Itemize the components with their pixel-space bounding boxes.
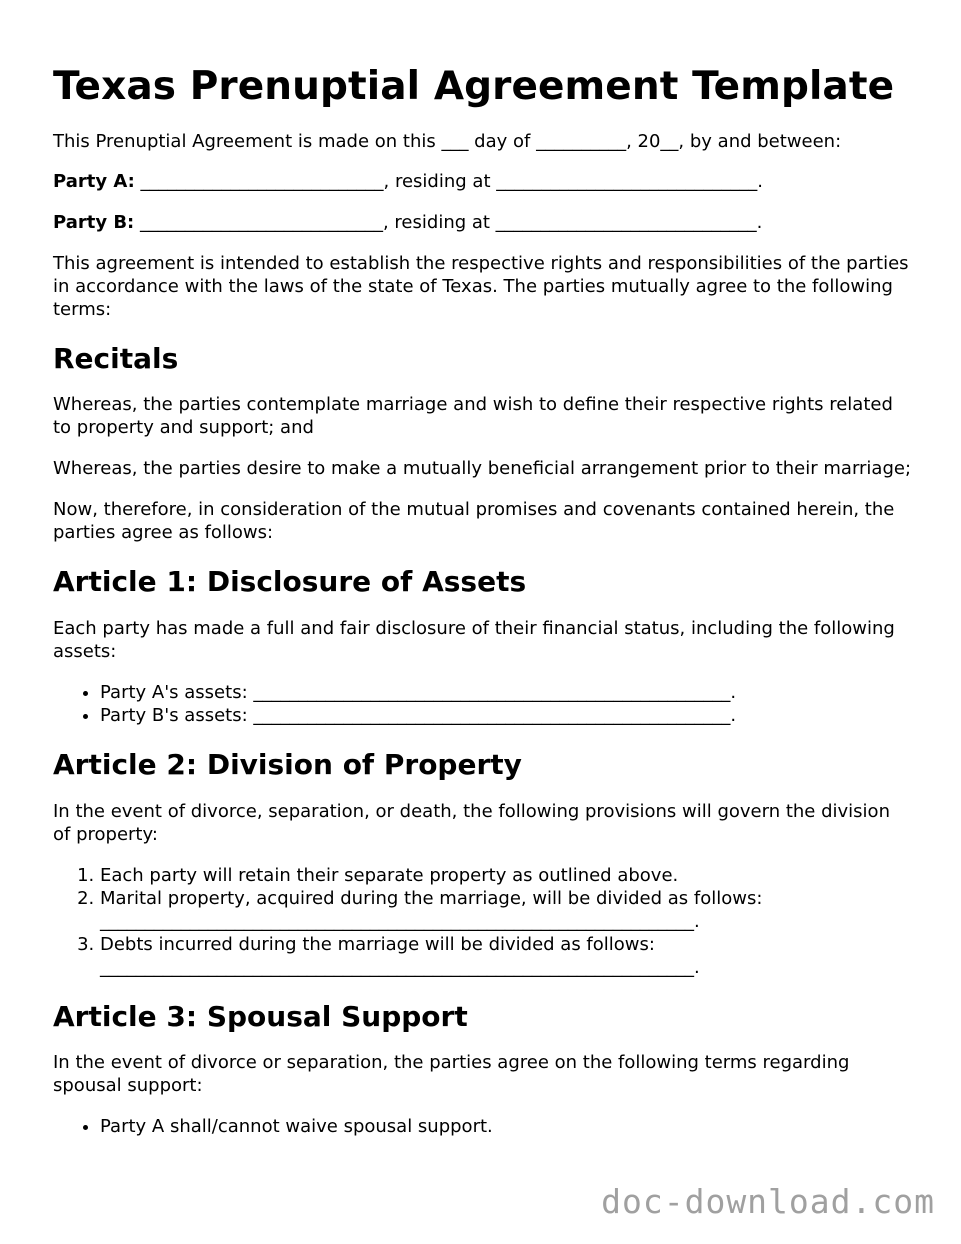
recital-paragraph-2: Whereas, the parties desire to make a mutually beneficial arrangement prior to their marriage; bbox=[53, 458, 912, 480]
recitals-heading: Recitals bbox=[53, 341, 179, 375]
party-a-line bbox=[53, 170, 913, 193]
list-item: • Party A shall/cannot waive spousal support. bbox=[100, 1115, 913, 1138]
party-b-line bbox=[53, 211, 913, 234]
recital-paragraph-1: Whereas, the parties contemplate marriage and wish to define their respective rights related to property and support; and bbox=[53, 394, 893, 439]
document-title: Texas Prenuptial Agreement Template bbox=[53, 64, 895, 109]
article-2-list bbox=[53, 864, 913, 979]
article-3-text: In the event of divorce or separation, the parties agree on the following terms regarding spousal support: bbox=[53, 1052, 850, 1097]
party-a-label: Party A: bbox=[53, 170, 135, 192]
article-1-heading: Article 1: Disclosure of Assets bbox=[53, 565, 527, 599]
list-item: 1. Each party will retain their separate property as outlined above. bbox=[100, 864, 913, 887]
article-3-heading: Article 3: Spousal Support bbox=[53, 999, 468, 1033]
list-item: • Party B's assets: _____________________________________________________. bbox=[100, 704, 913, 727]
intro-paragraph: This Prenuptial Agreement is made on this ___ day of __________, 20__, by and between: bbox=[53, 130, 842, 152]
article-2-heading: Article 2: Division of Property bbox=[53, 747, 522, 781]
party-b-blank: ___________________________, residing at _____________________________. bbox=[134, 211, 763, 233]
party-b-label: Party B: bbox=[53, 211, 135, 233]
purpose-paragraph: This agreement is intended to establish the respective rights and responsibilities of the parties in accordance with the laws of the state of Texas. The parties mutually agree to the following terms: bbox=[53, 252, 909, 320]
document-page bbox=[53, 64, 913, 1156]
party-a-blank: ___________________________, residing at _____________________________. bbox=[134, 170, 763, 192]
article-3-list bbox=[53, 1115, 913, 1138]
list-item: • Party A's assets: _____________________________________________________. bbox=[100, 681, 913, 704]
list-item: 2. Marital property, acquired during the marriage, will be divided as follows: __________________________________________________________________. bbox=[100, 887, 913, 933]
article-1-list bbox=[53, 681, 913, 727]
article-2-text: In the event of divorce, separation, or death, the following provisions will govern the division of property: bbox=[53, 800, 890, 845]
recital-paragraph-3: Now, therefore, in consideration of the mutual promises and covenants contained herein, the parties agree as follows: bbox=[53, 499, 895, 544]
watermark: doc-download.com bbox=[601, 1182, 935, 1221]
list-item: 3. Debts incurred during the marriage will be divided as follows: __________________________________________________________________. bbox=[100, 933, 913, 979]
article-1-text: Each party has made a full and fair disclosure of their financial status, including the following assets: bbox=[53, 617, 895, 662]
